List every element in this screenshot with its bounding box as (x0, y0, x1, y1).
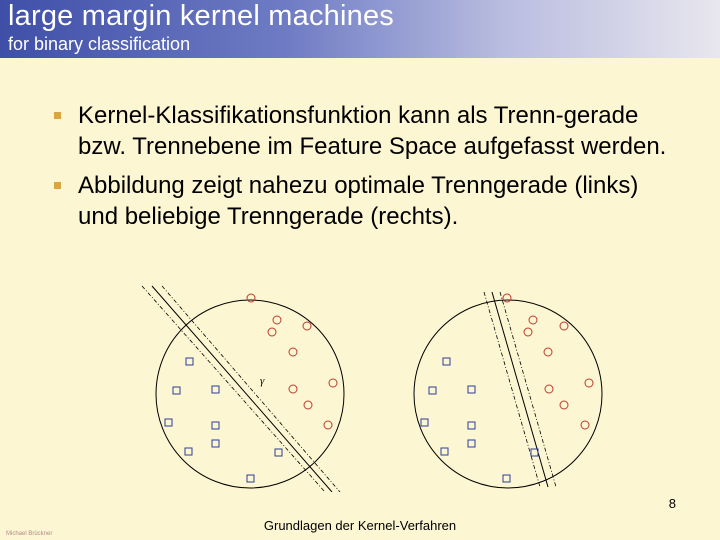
slide-subtitle: for binary classification (8, 34, 191, 54)
circle-point (560, 322, 568, 330)
footer-title: Grundlagen der Kernel-Verfahren (263, 518, 457, 533)
circle-point (545, 385, 553, 393)
margin-line-upper (142, 286, 325, 492)
circle-point (581, 421, 589, 429)
square-point (421, 419, 428, 426)
circle-point (503, 294, 511, 302)
square-point (468, 386, 475, 393)
square-point (212, 386, 219, 393)
square-point (247, 475, 254, 482)
square-point (173, 387, 180, 394)
bullet-item (60, 100, 680, 162)
square-point (441, 448, 448, 455)
bullet-list (60, 100, 680, 240)
circle-point (304, 401, 312, 409)
square-point (212, 422, 219, 429)
bullet-marker-icon (54, 182, 61, 189)
circle-point (529, 316, 537, 324)
title-banner (0, 0, 720, 58)
left-panel (142, 286, 344, 492)
square-point (443, 358, 450, 365)
margin-line-lower (500, 292, 556, 487)
square-point (185, 448, 192, 455)
square-point (212, 440, 219, 447)
bullet-text: Kernel-Klassifikationsfunktion kann als Trenn-gerade bzw. Trennebene im Feature Space aufgefasst werden. (78, 102, 667, 160)
enclosing-circle (414, 300, 602, 488)
enclosing-circle (156, 300, 344, 488)
circle-point (524, 328, 532, 336)
circle-point (560, 401, 568, 409)
bullet-marker-icon (54, 112, 61, 119)
margin-line-upper (484, 292, 540, 487)
separating-line (492, 292, 548, 487)
margin-label: γ (260, 375, 265, 387)
square-point (165, 419, 172, 426)
circle-point (585, 379, 593, 387)
slide-title: large margin kernel machines (8, 0, 394, 32)
circle-point (324, 421, 332, 429)
circle-point (268, 328, 276, 336)
right-panel (414, 292, 602, 488)
separating-line (152, 286, 332, 492)
circle-point (329, 379, 337, 387)
circle-point (303, 322, 311, 330)
margin-line-lower (162, 286, 340, 492)
bullet-item (60, 170, 680, 232)
circle-point (289, 348, 297, 356)
page-number: 8 (668, 496, 676, 511)
square-point (186, 358, 193, 365)
circle-point (289, 385, 297, 393)
circle-point (247, 294, 255, 302)
square-point (275, 449, 282, 456)
square-point (429, 387, 436, 394)
circle-point (544, 348, 552, 356)
square-point (503, 475, 510, 482)
classification-figure (100, 282, 620, 492)
author-name: Michael Brückner (6, 531, 53, 537)
square-point (468, 422, 475, 429)
circle-point (273, 316, 281, 324)
square-point (468, 440, 475, 447)
bullet-text: Abbildung zeigt nahezu optimale Trenngerade (links) und beliebige Trenngerade (rechts). (78, 172, 639, 230)
